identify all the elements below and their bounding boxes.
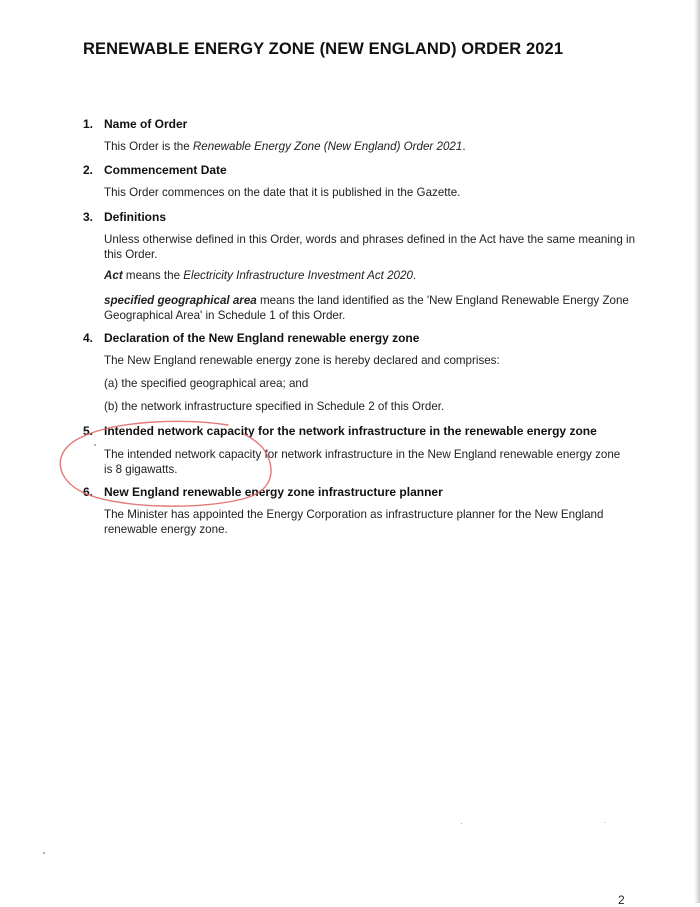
page-edge-shadow — [694, 0, 700, 903]
text-run: This Order is the — [104, 140, 193, 153]
section-title: Definitions — [104, 210, 166, 224]
text-run: means the — [122, 269, 184, 282]
scan-speck — [461, 823, 462, 824]
definition-act — [104, 269, 639, 284]
section-number: 1. — [83, 117, 94, 131]
section-6-heading — [83, 485, 443, 499]
definition-area — [104, 294, 639, 323]
section-number: 4. — [83, 331, 94, 345]
section-6-text: The Minister has appointed the Energy Corporation as infrastructure planner for the New England renewable energy zone. — [104, 508, 604, 536]
document-title: RENEWABLE ENERGY ZONE (NEW ENGLAND) ORDER 2021 — [83, 40, 564, 58]
section-title: Name of Order — [104, 117, 188, 131]
section-4-text: The New England renewable energy zone is hereby declared and comprises: — [104, 354, 500, 367]
section-4-item-a: (a) the specified geographical area; and — [104, 377, 309, 390]
section-2-heading — [83, 163, 227, 177]
page-number: 2 — [618, 893, 625, 907]
defined-term: Act — [104, 269, 123, 282]
section-title: Intended network capacity for the network infrastructure in the renewable energy zone — [104, 424, 597, 438]
section-number: 6. — [83, 485, 94, 499]
scan-speck — [43, 852, 45, 854]
section-title: New England renewable energy zone infrastructure planner — [104, 485, 443, 499]
act-name: Electricity Infrastructure Investment Act 2020 — [183, 269, 413, 282]
section-2-text: This Order commences on the date that it is published in the Gazette. — [104, 186, 461, 199]
text-run: . — [462, 140, 466, 153]
section-1-heading — [83, 117, 187, 131]
section-5-text: The intended network capacity for network infrastructure in the New England renewable energy zone is 8 gigawatts. — [104, 448, 621, 476]
text-run: . — [412, 269, 417, 282]
scan-speck — [604, 822, 605, 823]
text-run: means the land identified as the 'New England Renewable Energy Zone Geographical Area' in Schedule 1 of this Order. — [104, 294, 629, 322]
section-number: 2. — [83, 163, 94, 177]
section-number: 3. — [83, 210, 94, 224]
section-3-text: Unless otherwise defined in this Order, words and phrases defined in the Act have the same meaning in this Order. — [104, 233, 636, 261]
section-title: Commencement Date — [104, 163, 227, 177]
section-1-text — [104, 140, 639, 155]
section-3-heading — [83, 210, 166, 224]
section-title: Declaration of the New England renewable energy zone — [104, 331, 420, 345]
defined-term: specified geographical area — [104, 294, 257, 307]
order-name: Renewable Energy Zone (New England) Order 2021 — [192, 140, 463, 153]
section-number: 5. — [83, 424, 94, 438]
section-4-heading — [83, 331, 419, 345]
scan-speck — [94, 444, 96, 446]
section-4-item-b: (b) the network infrastructure specified in Schedule 2 of this Order. — [104, 400, 445, 413]
section-5-heading — [83, 424, 597, 438]
